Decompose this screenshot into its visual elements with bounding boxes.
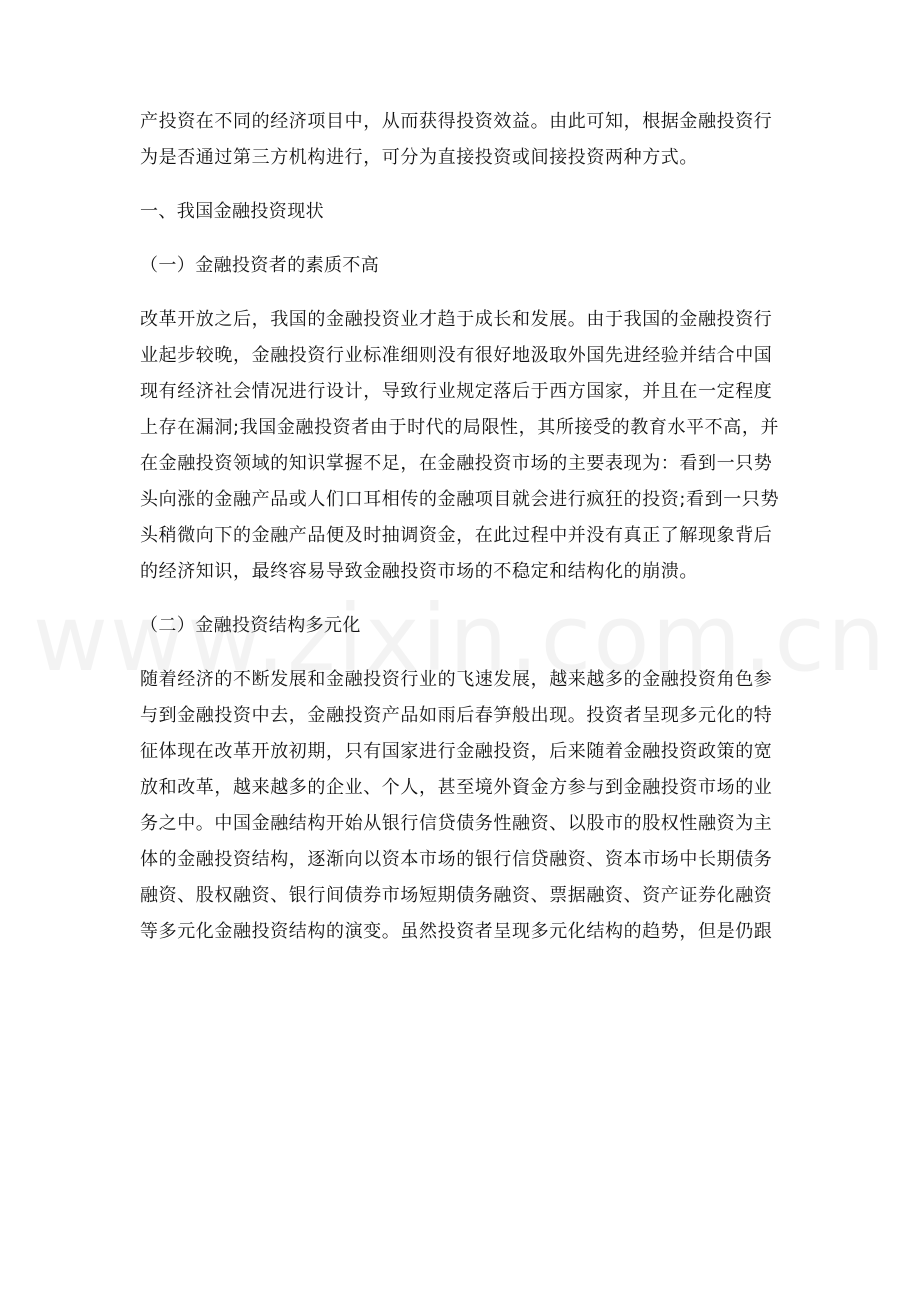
text-line: 在金融投资领域的知识掌握不足，在金融投资市场的主要表现为：看到一只势 <box>140 453 773 474</box>
text-line: 融资、股权融资、银行间债券市场短期债务融资、票据融资、资产证券化融资 <box>140 885 773 906</box>
text-line: 与到金融投资中去，金融投资产品如雨后春笋般出现。投资者呈现多元化的特 <box>140 705 773 726</box>
text-line: 体的金融投资结构，逐渐向以资本市场的银行信贷融资、资本市场中长期债务 <box>140 849 773 870</box>
text-line: 随着经济的不断发展和金融投资行业的飞速发展，越来越多的金融投资角色参 <box>140 669 773 690</box>
text-line: 头稍微向下的金融产品便及时抽调资金，在此过程中并没有真正了解现象背后 <box>140 525 773 546</box>
subsection-title: （一）金融投资者的素质不高 <box>140 255 380 276</box>
paragraph-investor-quality <box>140 302 780 590</box>
paragraph-intro <box>140 104 780 176</box>
text-line: 放和改革，越来越多的企业、个人，甚至境外資金方参与到金融投资市场的业 <box>140 777 773 798</box>
section-heading <box>140 194 780 230</box>
text-line: 为是否通过第三方机构进行，可分为直接投资或间接投资两种方式。 <box>140 147 698 168</box>
paragraph-investment-structure <box>140 662 780 950</box>
text-line: 上存在漏洞;我国金融投资者由于时代的局限性，其所接受的教育水平不高，并 <box>140 417 780 438</box>
section-title: 一、我国金融投资现状 <box>140 201 324 222</box>
subsection-title: （二）金融投资结构多元化 <box>140 615 361 636</box>
text-line: 务之中。中国金融结构开始从银行信贷债务性融资、以股市的股权性融资为主 <box>140 813 773 834</box>
text-line: 的经济知识，最终容易导致金融投资市场的不稳定和结构化的崩溃。 <box>140 561 698 582</box>
document-body <box>140 104 780 968</box>
text-line: 业起步较晚，金融投资行业标准细则没有很好地汲取外国先进经验并结合中国 <box>140 345 773 366</box>
text-line: 改革开放之后，我国的金融投资业才趋于成长和发展。由于我国的金融投资行 <box>140 309 773 330</box>
subsection-heading-1 <box>140 248 780 284</box>
subsection-heading-2 <box>140 608 780 644</box>
text-line: 产投资在不同的经济项目中，从而获得投资效益。由此可知，根据金融投资行 <box>140 111 773 132</box>
text-line: 征体现在改革开放初期，只有国家进行金融投资，后来随着金融投资政策的宽 <box>140 741 773 762</box>
text-line: 等多元化金融投资结构的演变。虽然投资者呈现多元化结构的趋势，但是仍跟 <box>140 921 773 942</box>
text-line: 头向涨的金融产品或人们口耳相传的金融项目就会进行疯狂的投资;看到一只势 <box>140 489 780 510</box>
text-line: 现有经济社会情况进行设计，导致行业规定落后于西方国家，并且在一定程度 <box>140 381 773 402</box>
